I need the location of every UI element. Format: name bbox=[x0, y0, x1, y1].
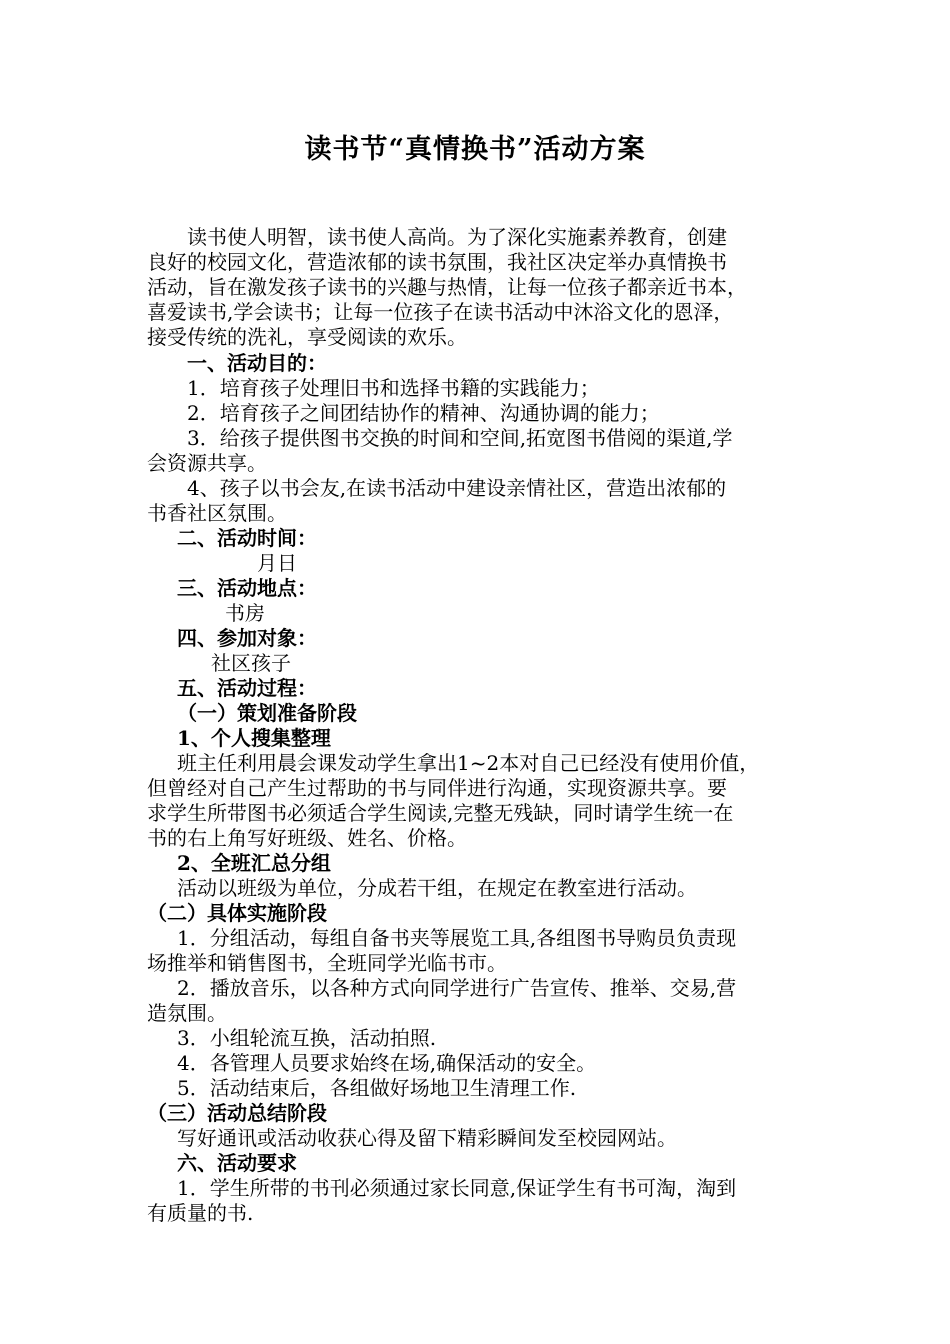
phase-heading-summary: （三）活动总结阶段 bbox=[147, 1101, 327, 1125]
phase-heading-preparation: （一）策划准备阶段 bbox=[177, 701, 357, 725]
activity-time: 月日 bbox=[257, 551, 297, 575]
implementation-line: 5．活动结束后，各组做好场地卫生清理工作. bbox=[177, 1076, 577, 1100]
collect-line: 求学生所带图书必须适合学生阅读,完整无残缺，同时请学生统一在 bbox=[147, 801, 734, 825]
document-title: 读书节“真情换书”活动方案 bbox=[304, 134, 646, 165]
subheading-grouping: 2、全班汇总分组 bbox=[177, 851, 331, 875]
purpose-item: 书香社区氛围。 bbox=[147, 501, 287, 525]
section-heading-process: 五、活动过程： bbox=[177, 676, 317, 700]
section-heading-time: 二、活动时间： bbox=[177, 526, 317, 550]
purpose-item: 4、孩子以书会友,在读书活动中建设亲情社区，营造出浓郁的 bbox=[187, 476, 727, 500]
collect-line: 但曾经对自己产生过帮助的书与同伴进行沟通，实现资源共享。要 bbox=[147, 776, 727, 800]
participants: 社区孩子 bbox=[211, 651, 291, 675]
section-heading-purpose: 一、活动目的： bbox=[187, 351, 327, 375]
section-heading-participants: 四、参加对象： bbox=[177, 626, 317, 650]
implementation-line: 2．播放音乐，以各种方式向同学进行广告宣传、推举、交易,营 bbox=[177, 976, 737, 1000]
grouping-line: 活动以班级为单位，分成若干组，在规定在教室进行活动。 bbox=[177, 876, 697, 900]
requirement-line: 1．学生所带的书刊必须通过家长同意,保证学生有书可淘，淘到 bbox=[177, 1176, 737, 1200]
intro-line: 接受传统的洗礼，享受阅读的欢乐。 bbox=[147, 325, 467, 349]
implementation-line: 3．小组轮流互换，活动拍照. bbox=[177, 1026, 437, 1050]
subheading-collect: 1、个人搜集整理 bbox=[177, 726, 331, 750]
section-heading-requirements: 六、活动要求 bbox=[177, 1151, 297, 1175]
implementation-line: 4．各管理人员要求始终在场,确保活动的安全。 bbox=[177, 1051, 597, 1075]
requirement-line: 有质量的书. bbox=[147, 1201, 254, 1225]
intro-line: 读书使人明智，读书使人高尚。为了深化实施素养教育，创建 bbox=[187, 225, 727, 249]
purpose-item: 会资源共享。 bbox=[147, 451, 267, 475]
intro-line: 喜爱读书,学会读书；让每一位孩子在读书活动中沐浴文化的恩泽， bbox=[147, 300, 734, 324]
purpose-item: 2．培育孩子之间团结协作的精神、沟通协调的能力； bbox=[187, 401, 660, 425]
activity-location: 书房 bbox=[225, 601, 265, 625]
intro-line: 活动，旨在激发孩子读书的兴趣与热情，让每一位孩子都亲近书本， bbox=[147, 275, 747, 299]
implementation-line: 造氛围。 bbox=[147, 1001, 227, 1025]
section-heading-location: 三、活动地点： bbox=[177, 576, 317, 600]
collect-line: 班主任利用晨会课发动学生拿出1~2本对自己已经没有使用价值， bbox=[177, 751, 760, 775]
collect-line: 书的右上角写好班级、姓名、价格。 bbox=[147, 826, 467, 850]
purpose-item: 3．给孩子提供图书交换的时间和空间,拓宽图书借阅的渠道,学 bbox=[187, 426, 733, 450]
summary-line: 写好通讯或活动收获心得及留下精彩瞬间发至校园网站。 bbox=[177, 1126, 677, 1150]
intro-line: 良好的校园文化，营造浓郁的读书氛围，我社区决定举办真情换书 bbox=[147, 250, 727, 274]
phase-heading-implementation: （二）具体实施阶段 bbox=[147, 901, 327, 925]
implementation-line: 场推举和销售图书，全班同学光临书市。 bbox=[147, 951, 507, 975]
implementation-line: 1．分组活动，每组自备书夹等展览工具,各组图书导购员负责现 bbox=[177, 926, 737, 950]
purpose-item: 1．培育孩子处理旧书和选择书籍的实践能力； bbox=[187, 376, 600, 400]
